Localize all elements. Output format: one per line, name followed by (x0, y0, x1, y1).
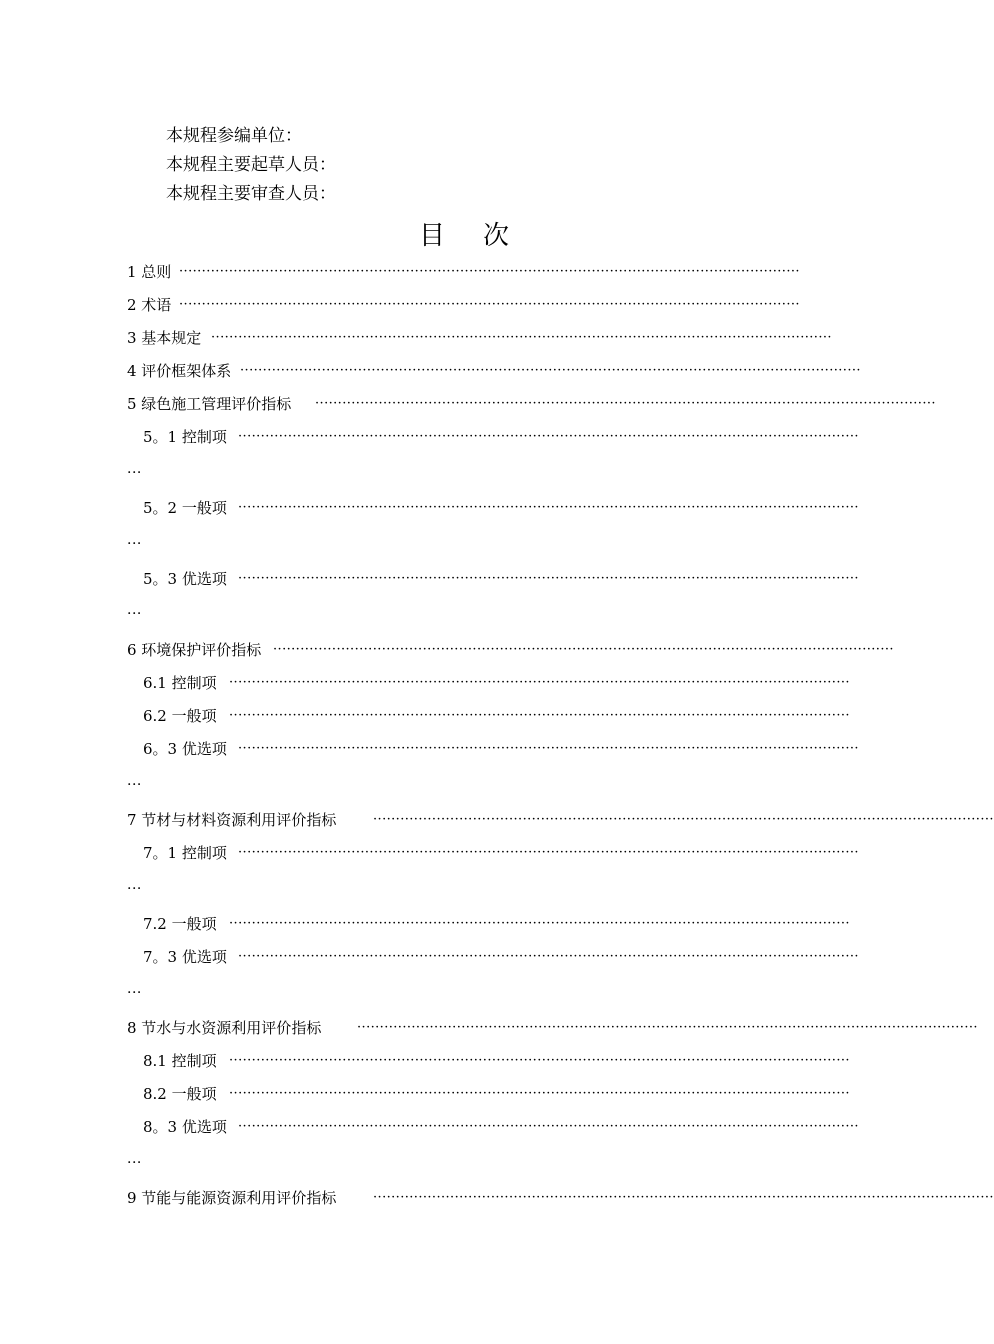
toc-entry-label: 9 节能与能源资源利用评价指标 (127, 1189, 337, 1207)
toc-entry-7-3[interactable] (143, 947, 859, 967)
toc-entry-3[interactable] (127, 328, 832, 348)
toc-leader-dots: ········································································································································· (315, 396, 936, 411)
toc-entry-1[interactable] (127, 262, 832, 282)
toc-entry-5-3[interactable] (143, 569, 859, 589)
toc-entry-label: 6。3 优选项 (143, 740, 227, 758)
toc-leader-dots: ········································································································································· (229, 708, 850, 723)
toc-leader-dots-wrap: ··· (127, 536, 142, 552)
toc-leader-dots: ········································································································································· (229, 1053, 850, 1068)
toc-leader-dots: ········································································································································· (229, 675, 850, 690)
toc-entry-8-3[interactable] (143, 1117, 859, 1137)
toc-entry-label: 8 节水与水资源利用评价指标 (127, 1019, 322, 1037)
toc-entry-label: 5。2 一般项 (143, 499, 227, 517)
toc-entry-4[interactable] (127, 361, 861, 381)
toc-leader-dots-wrap: ··· (127, 881, 142, 897)
toc-entry-label: 5 绿色施工管理评价指标 (127, 395, 292, 413)
toc-entry-label: 2 术语 (127, 296, 172, 314)
toc-entry-8[interactable] (127, 1018, 978, 1038)
toc-entry-label: 6.2 一般项 (143, 707, 217, 725)
toc-leader-dots: ········································································································································· (179, 297, 800, 312)
toc-leader-dots-wrap: ··· (127, 1155, 142, 1171)
toc-leader-dots: ········································································································································· (238, 741, 859, 756)
toc-entry-7[interactable] (127, 810, 994, 830)
toc-leader-dots: ········································································································································· (240, 363, 861, 378)
toc-entry-label: 6.1 控制项 (143, 674, 217, 692)
toc-entry-label: 7。3 优选项 (143, 948, 227, 966)
toc-entry-label: 7。1 控制项 (143, 844, 227, 862)
toc-leader-dots: ········································································································································· (229, 1086, 850, 1101)
toc-leader-dots: ········································································································································· (273, 642, 894, 657)
toc-leader-dots: ········································································································································· (373, 1190, 994, 1205)
toc-leader-dots: ········································································································································· (238, 500, 859, 515)
toc-entry-label: 8.1 控制项 (143, 1052, 217, 1070)
toc-entry-label: 8.2 一般项 (143, 1085, 217, 1103)
toc-entry-5-2[interactable] (143, 498, 859, 518)
toc-leader-dots-wrap: ··· (127, 465, 142, 481)
toc-entry-8-2[interactable] (143, 1084, 850, 1104)
toc-entry-label: 1 总则 (127, 263, 172, 281)
toc-leader-dots-wrap: ··· (127, 985, 142, 1001)
toc-leader-dots: ········································································································································· (211, 330, 832, 345)
toc-leader-dots: ········································································································································· (229, 916, 850, 931)
toc-entry-7-1[interactable] (143, 843, 859, 863)
toc-title: 目次 (418, 221, 547, 251)
toc-entry-6[interactable] (127, 640, 894, 660)
main-drafters-line: 本规程主要起草人员： (166, 155, 336, 175)
toc-entry-label: 7 节材与材料资源利用评价指标 (127, 811, 337, 829)
toc-entry-label: 6 环境保护评价指标 (127, 641, 262, 659)
toc-entry-5[interactable] (127, 394, 936, 414)
intro-block (166, 122, 336, 209)
main-reviewers-line: 本规程主要审查人员： (166, 184, 336, 204)
toc-leader-dots: ········································································································································· (238, 949, 859, 964)
toc-entry-label: 5。3 优选项 (143, 570, 227, 588)
toc-entry-8-1[interactable] (143, 1051, 850, 1071)
toc-leader-dots: ········································································································································· (238, 1119, 859, 1134)
toc-entry-6-2[interactable] (143, 706, 850, 726)
toc-leader-dots: ········································································································································· (238, 845, 859, 860)
toc-entry-7-2[interactable] (143, 914, 850, 934)
toc-leader-dots: ········································································································································· (357, 1020, 978, 1035)
toc-entry-label: 3 基本规定 (127, 329, 202, 347)
toc-entry-label: 5。1 控制项 (143, 428, 227, 446)
toc-leader-dots: ········································································································································· (373, 812, 994, 827)
toc-entry-6-1[interactable] (143, 673, 850, 693)
toc-leader-dots: ········································································································································· (238, 571, 859, 586)
toc-entry-5-1[interactable] (143, 427, 859, 447)
participating-units-line: 本规程参编单位： (166, 126, 302, 146)
toc-entry-label: 8。3 优选项 (143, 1118, 227, 1136)
toc-leader-dots: ········································································································································· (238, 429, 859, 444)
toc-leader-dots: ········································································································································· (179, 264, 800, 279)
toc-entry-2[interactable] (127, 295, 832, 315)
toc-leader-dots-wrap: ··· (127, 777, 142, 793)
toc-entry-6-3[interactable] (143, 739, 859, 759)
toc-entry-9[interactable] (127, 1188, 994, 1208)
toc-entry-label: 4 评价框架体系 (127, 362, 232, 380)
toc-leader-dots-wrap: ··· (127, 606, 142, 622)
toc-entry-label: 7.2 一般项 (143, 915, 217, 933)
